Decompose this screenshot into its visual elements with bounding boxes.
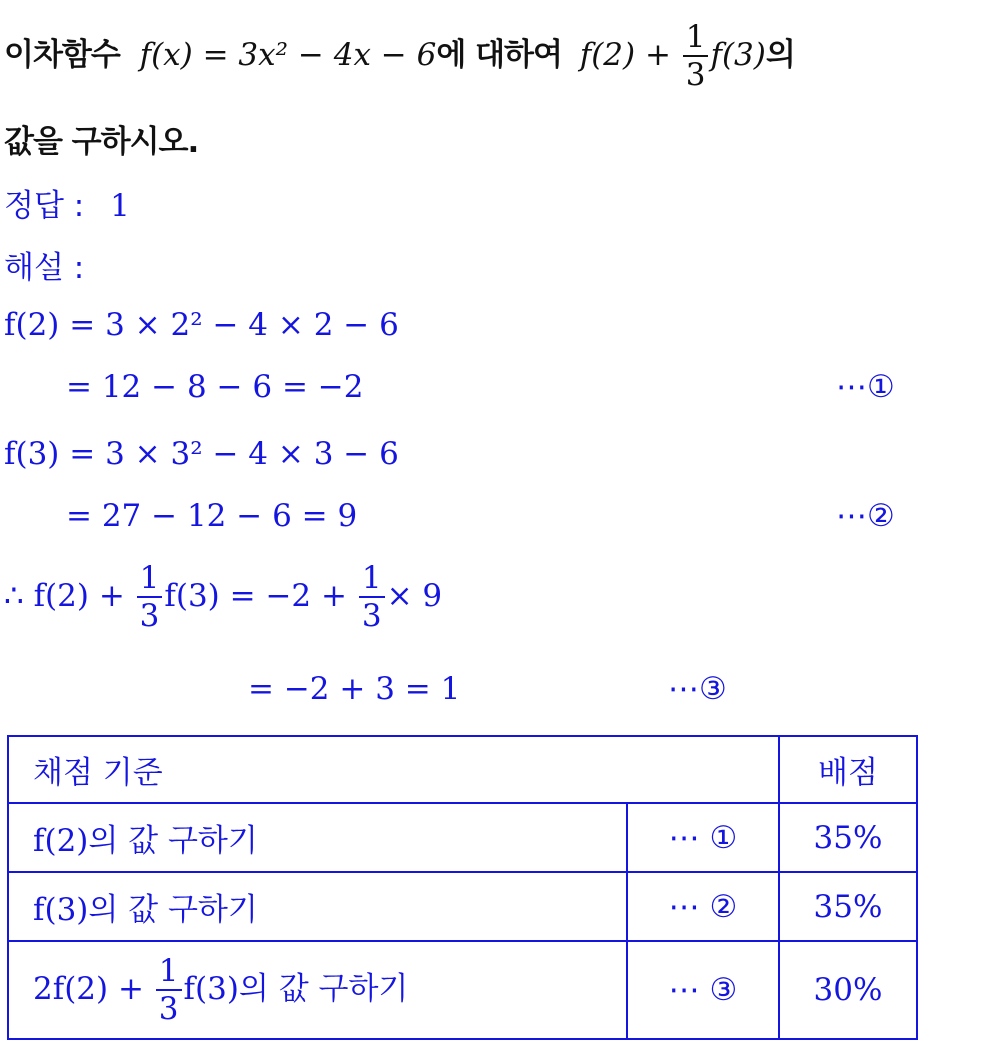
step-therefore-a: ∴ f(2) + <box>4 578 125 614</box>
step-final: = −2 + 3 = 1 <box>248 671 461 707</box>
rubric-header-score: 배점 <box>779 736 917 803</box>
step-frac-2-den: 3 <box>361 598 382 634</box>
answer-label: 정답 : <box>4 188 85 224</box>
table-row <box>8 941 917 1039</box>
step-mark-2: ⋯② <box>836 498 895 534</box>
step-f2-result: = 12 − 8 − 6 = −2 <box>66 369 364 405</box>
question-function: f(x) = 3x² − 4x − 6 <box>139 37 437 73</box>
rubric-score-2: 35% <box>779 872 917 941</box>
rubric-mark-3: ⋯ ③ <box>627 941 779 1039</box>
question-line-1 <box>4 19 795 93</box>
question-lead: 이차함수 <box>4 37 120 73</box>
step-mark-3: ⋯③ <box>668 671 727 707</box>
explanation-label: 해설 : <box>4 250 85 286</box>
rubric-criteria-3-b: f(3)의 값 구하기 <box>183 970 409 1007</box>
question-tail: 의 <box>765 37 795 73</box>
question-mid: 에 대하여 <box>436 37 562 73</box>
rubric-header-criteria: 채점 기준 <box>8 736 779 803</box>
table-row <box>8 872 917 941</box>
question-frac-den: 3 <box>685 57 706 93</box>
question-expr-a: f(2) + <box>579 37 671 73</box>
rubric-table <box>7 735 918 1040</box>
rubric-criteria-3-a: 2f(2) + <box>33 970 144 1007</box>
rubric-criteria-1: f(2)의 값 구하기 <box>8 803 627 872</box>
step-frac-1-num: 1 <box>137 563 163 598</box>
question-line-2: 값을 구하시오. <box>4 124 199 160</box>
rubric-score-1: 35% <box>779 803 917 872</box>
rubric-frac-den: 3 <box>158 990 179 1027</box>
question-frac-num: 1 <box>683 22 709 57</box>
step-therefore-frac-1 <box>137 560 163 634</box>
step-f3: f(3) = 3 × 3² − 4 × 3 − 6 <box>4 436 399 472</box>
step-f3-result: = 27 − 12 − 6 = 9 <box>66 498 358 534</box>
question-expr-b: f(3) <box>710 37 766 73</box>
step-therefore-frac-2 <box>359 560 385 634</box>
rubric-header-row <box>8 736 917 803</box>
step-therefore <box>4 560 443 634</box>
rubric-score-3: 30% <box>779 941 917 1039</box>
step-mark-1: ⋯① <box>836 369 895 405</box>
rubric-mark-2: ⋯ ② <box>627 872 779 941</box>
rubric-mark-1: ⋯ ① <box>627 803 779 872</box>
step-frac-2-num: 1 <box>359 563 385 598</box>
rubric-frac-num: 1 <box>156 956 182 991</box>
answer-value: 1 <box>110 188 130 224</box>
step-f2: f(2) = 3 × 2² − 4 × 2 − 6 <box>4 307 399 343</box>
question-fraction <box>683 19 709 93</box>
rubric-criteria-2: f(3)의 값 구하기 <box>8 872 627 941</box>
answer-line <box>4 180 130 225</box>
rubric-criteria-3-frac <box>156 952 182 1027</box>
step-therefore-b: f(3) = −2 + <box>164 578 347 614</box>
rubric-criteria-3 <box>8 941 627 1039</box>
step-frac-1-den: 3 <box>139 598 160 634</box>
table-row <box>8 803 917 872</box>
step-therefore-c: × 9 <box>386 578 443 614</box>
